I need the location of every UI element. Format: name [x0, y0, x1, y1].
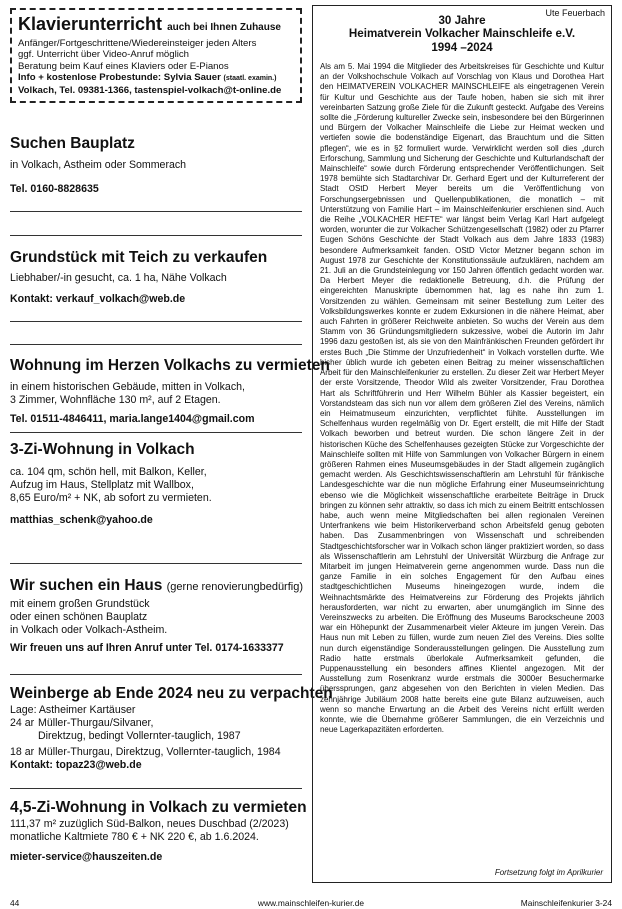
divider: [10, 344, 302, 345]
divider: [10, 321, 302, 322]
piano-ad-line: Beratung beim Kauf eines Klaviers oder E-Pianos: [18, 60, 229, 72]
ad-title: 4,5-Zi-Wohnung in Volkach zu vermieten: [10, 799, 307, 816]
ad-title: Grundstück mit Teich zu verkaufen: [10, 249, 268, 266]
ad-text: oder einen schönen Bauplatz: [10, 611, 148, 624]
ad-contact: Tel. 0160-8828635: [10, 183, 99, 196]
divider: [10, 211, 302, 212]
ad-contact: Kontakt: verkauf_volkach@web.de: [10, 293, 186, 306]
ad-property-pond: [10, 248, 302, 306]
ad-contact: Wir freuen uns auf Ihren Anruf unter Tel. 0174-1633377: [10, 641, 284, 654]
piano-ad-line: ggf. Unterricht über Video-Anruf möglich: [18, 49, 189, 61]
ad-contact: matthias_schenk@yahoo.de: [10, 513, 153, 526]
ad-title: 3-Zi-Wohnung in Volkach: [10, 441, 195, 458]
footer-url: www.mainschleifen-kurier.de: [257, 898, 365, 908]
ad-four-room-apartment: [10, 798, 307, 865]
ad-title: Wohnung im Herzen Volkachs zu vermieten: [10, 357, 330, 374]
ad-text: in einem historischen Gebäude, mitten in Volkach,: [10, 381, 245, 393]
article-author: Ute Feuerbach: [545, 8, 605, 18]
ad-text: mit einem großen Grundstück: [10, 598, 150, 610]
divider: [10, 432, 302, 433]
ad-text: monatliche Kaltmiete 780 € + NK 220 €, ab 1.6.2024.: [10, 831, 259, 844]
vineyard-row: Direktzug, bedingt Vollernter-tauglich, 1987: [38, 730, 241, 743]
ad-text: 111,37 m² zuzüglich Süd-Balkon, neues Duschbad (2/2023): [10, 818, 289, 830]
ad-building-plot: [10, 134, 302, 196]
piano-lessons-ad: [10, 8, 302, 103]
piano-ad-trial: Info + kostenlose Probestunde: Sylvia Sauer (staatl. examin.): [18, 72, 277, 84]
divider: [10, 563, 302, 564]
classifieds-column: [10, 8, 333, 864]
ad-three-room-apartment: [10, 440, 302, 527]
ad-text: in Volkach, Astheim oder Sommerach: [10, 159, 187, 171]
ad-apartment-center: [10, 356, 330, 427]
page-number: 44: [10, 898, 20, 908]
vineyard-row: 24 ar Müller-Thurgau/Silvaner,: [10, 717, 154, 730]
ad-contact: mieter-service@hauszeiten.de: [10, 851, 163, 864]
divider: [10, 788, 302, 789]
piano-ad-contact: Volkach, Tel. 09381-1366, tastenspiel-volkach@t-online.de: [18, 84, 282, 96]
ad-text: Lage: Astheimer Kartäuser: [10, 704, 136, 716]
article-box: [312, 5, 612, 883]
ad-text: Aufzug im Haus, Stellplatz mit Wallbox,: [10, 479, 194, 492]
piano-ad-title: Klavierunterricht auch bei Ihnen Zuhause: [18, 14, 281, 34]
continuation-note: Fortsetzung folgt im Aprilkurier: [494, 868, 603, 877]
ad-text: 3 Zimmer, Wohnfläche 130 m², auf 2 Etagen.: [10, 394, 221, 407]
footer-issue: Mainschleifenkurier 3-24: [520, 898, 612, 908]
vineyard-row: 18 ar Müller-Thurgau, Direktzug, Vollernter-tauglich, 1984: [10, 746, 281, 759]
divider: [10, 674, 302, 675]
ad-title: Suchen Bauplatz: [10, 135, 135, 152]
article-paragraph: Als am 5. Mai 1994 die Mitglieder des Arbeitskreises für Geschichte und Kultur an der Volkshochschule Volkach auf Vorschlag von Klaus und Dorothea Hart den HEIMATVEREIN VOLKACHER MAINSCHLEIFE als eingetragenen Verein für Kultur und Geschichte aus der Taufe hoben, haben sie sich mit ihrer vereinbarten Satzung große Ziele für die Zukunft gesteckt. Aufgabe des Vereins sollte die „Förderung kultureller Zwecke sein, insbesondere bei den Bürgerinnen und Bürgern der Volkacher Mainschleife die Liebe zur Heimat wecken und vertiefen sowie die bodenständige Eigenart, das Brauchtum und die Sitten pflegen“, wie es in §2 formuliert wurde. Verwirklicht werden soll dies „durch Erforschung, Sammlung und Sicherung der Geschichte und Kulturlandschaft der Mainschleife“ sowie durch Förderung entsprechender Veröffentlichungen. Seit 1978 bemühte sich Stadtarchivar Dr. Gerhard Egert und der Kulturreferent der Stadt OStD Herbert Meyer bereits um die Veröffentlichung von Forschungsergebnissen und Quellenpublikationen, die monatlich – mit Unterstützung von Familie Hart – im Mainschleifenkurier erschienen sind. Auch die Reihe „VOLKACHER HEFTE“ war längst beim Verlag Karl Hart aufgelegt worden, worunter die zur Volkacher Schützengesellschaft (1982) oder zu Pfarrer Eugen Schöns Geschichte der Stadt Volkach aus dem Jahre 1833 (1983) besondere Aufmerksamkeit fanden. OStD Victor Metzner begann schon im August 1978 zur Geschichte der Konstitutionssäule aufzuklären, nachdem am 21. Juli an die Grundsteinlegung vor 150 Jahren öffentlich gedacht worden war. Da Herbert Meyer die redaktionelle Betreuung, d.h. die Prüfung der eingereichten Manuskripte übernommen hat, lag es nahe ihn zum 1. Vorsitzenden zu wählen. Gemeinsam mit seiner Bestellung zum Leiter des Volksbildungswerkes konnte er zudem Exkursionen in die nähere Heimat, aber auch Fahrten in größerer Reichweite anbieten. So wuchs der Verein aus dem Stamm von 36 Gründungsmitgliedern sukzessive, wobei die Autorin im Jahr 1996 dazu gestoßen ist, als sie von den Mainfränkischen Freunden gefördert ihr erstes Buch „Die Stimme der Unzufriedenheit“ in Volkach vorstellen durfte. Wie bisher üblich wurde ich gebeten einen Beitrag zu meiner wissenschaftlichen Arbeit für den Mainschleifenkurier zu erstellen. Zu dieser Zeit war Herbert Meyer der erste Vorsitzende, Theodor Wild als zweiter Vorsitzender, Frau Dorothea Hart als Schriftführerin und Herr Wilhelm Bühler als Kassier begeistert, ein Vorstandsteam das sich nun vor allem dem größeren Ziel des Vereins, nämlich ein Heimatmuseum einzurichten, verpflichtet fühlte. Ausstellungen im Schelfenhaus wurden regelmäßig von Dr. Egert erstellt, die mit Hilfe der Stadt Volkach beworben und betreut wurden. Die schon längere Zeit in der historischen Küche des Schelfenhauses gezeigten Stücke zur Vorgeschichte der Mainschleife sollten mit Hilfe von Sammlungen von Volkacher Bürgern in einem größeren Rahmen eines Museumsgebäudes in der Stadt allgemein zugänglich gemacht werden. Als Geschichtswissenschaftlerin am Lehrstuhl für fränkische Landesgeschichte war die nun mögliche Erfahrung einer Museumseinrichtung ebenso wie die Möglichkeit wissenschaftliche erarbeitete Beiträge in Druck bringen zu können sehr attraktiv, so dass ich mich zu einem Beitritt entschlossen habe, auch wenn meine Mitgliedschaften bei allen regionalen Vereinen Unterfrankens wie beim Historikerverband schon Arbeitsfeld genug geboten haben. Das Zusammenbringen von Wissenschaft und schreibenden Stadtgeschichtsforscher war in Volkach schon länger praktiziert worden, so dass als Wissenschaftlerin am Lehrstuhl der Universität Würzburg die Anfrage zur Mitarbeit im jungen Heimatverein gerne angenommen wurde. Dass nun die ganze Familie in ein solches Engagement für den Aufbau eines stadtgeschichtlichen Museums hineingezogen wurde, indem die Weihnachtsmärkte des Heimatvereins zur Förderung des Projekts jährlich herausforderten, war nicht zu erwarten, aber unumgänglich im Sinne des Vereinszwecks zu arbeiten. Die Eröffnung des Museums Barockscheune 2003 war ein Höhepunkt der Zusammenarbeit vieler Akteure im jungen Verein. Das Haus nun mit Leben zu füllen, wurde zum neuen Ziel des Vereins. Dies sollte nun durch eigenständige Sonderausstellungen gelingen. Die Ausstellung zum Radio hatte erstmals überlokale Aufmerksamkeit gefunden, die Puppenausstellung ein besonders affines Klientel angezogen. Mit der Ausstellung zum Rosenkranz wurde erstmals die 3000er Besuchermarke überssprungen, ganz abgesehen von den Berichten in vielen Medien. Das zehnjährige Jubiläum 2008 hatte bereits eine gute Bilanz aufzuweisen, auch wenn so manche Erwartung an die Arbeit des Vereins nicht erfüllt werden konnte, wie die Übernahme größerer Sammlungen, die ein Verzeichnis und neue Lagerkapazitäten erforderten.: [320, 62, 604, 735]
divider: [10, 235, 302, 236]
ad-contact: Kontakt: topaz23@web.de: [10, 759, 142, 772]
ad-house-wanted: [10, 576, 302, 655]
ad-title: Wir suchen ein Haus (gerne renovierungbedürfig): [10, 577, 304, 594]
ad-text: Liebhaber/-in gesucht, ca. 1 ha, Nähe Volkach: [10, 272, 227, 284]
ad-title: Weinberge ab Ende 2024 neu zu verpachten: [10, 685, 333, 702]
ad-text: in Volkach oder Volkach-Astheim.: [10, 624, 168, 637]
article-body: [320, 62, 604, 735]
ad-vineyards: [10, 684, 333, 772]
ad-contact: Tel. 01511-4846411, maria.lange1404@gmail.com: [10, 413, 255, 426]
ad-text: 8,65 Euro/m² + NK, ab sofort zu vermieten.: [10, 492, 212, 505]
article-title: 30 Jahre Heimatverein Volkacher Mainschleife e.V. 1994 –2024: [348, 14, 576, 54]
piano-ad-line: Anfänger/Fortgeschrittene/Wiedereinsteiger jeden Alters: [18, 38, 257, 49]
ad-text: ca. 104 qm, schön hell, mit Balkon, Keller,: [10, 466, 207, 478]
